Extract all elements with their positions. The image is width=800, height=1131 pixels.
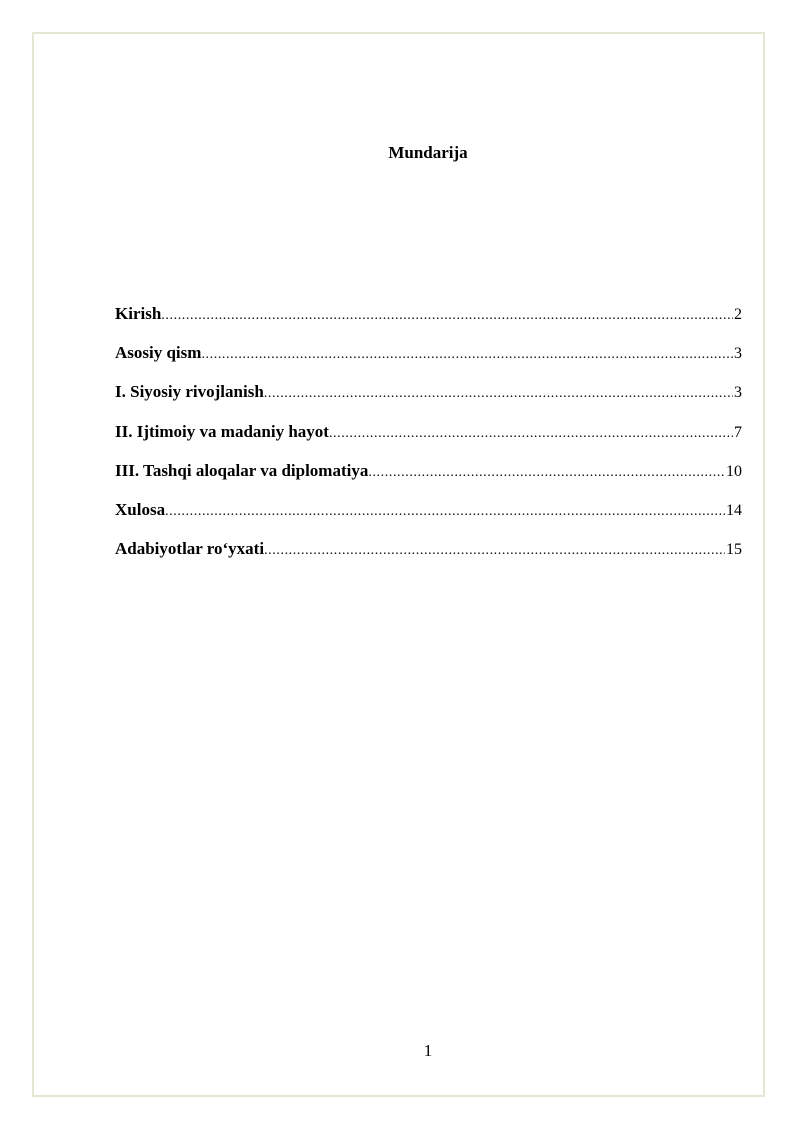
toc-entry-label: Xulosa xyxy=(115,499,166,519)
toc-entry-asosiy-qism[interactable] xyxy=(115,343,742,382)
toc-dot-leader xyxy=(165,504,725,520)
toc-dot-leader xyxy=(201,347,733,363)
document-title: Mundarija xyxy=(388,143,468,162)
toc-entry-kirish[interactable] xyxy=(115,304,742,343)
toc-dot-leader xyxy=(264,386,733,402)
toc-entry-ijtimoiy-madaniy-hayot[interactable] xyxy=(115,422,742,461)
toc-entry-xulosa[interactable] xyxy=(115,500,742,539)
toc-entry-page: 3 xyxy=(734,345,742,363)
toc-entry-page: 2 xyxy=(734,306,742,323)
toc-entry-page: 15 xyxy=(726,541,742,559)
toc-entry-siyosiy-rivojlanish[interactable] xyxy=(115,382,742,421)
toc-entry-label: Asosiy qism xyxy=(115,343,202,363)
toc-dot-leader xyxy=(329,426,733,442)
toc-entry-adabiyotlar[interactable] xyxy=(115,539,742,578)
toc-dot-leader xyxy=(368,465,725,481)
toc-entry-page: 3 xyxy=(734,384,742,402)
toc-entry-page: 7 xyxy=(734,423,742,441)
toc-dot-leader xyxy=(161,308,733,324)
table-of-contents xyxy=(115,304,742,578)
toc-entry-page: 14 xyxy=(726,501,742,519)
toc-entry-label: III. Tashqi aloqalar va diplomatiya xyxy=(115,460,369,480)
toc-entry-label: Kirish xyxy=(115,304,162,323)
toc-entry-label: II. Ijtimoiy va madaniy hayot xyxy=(115,421,329,441)
toc-entry-label: Adabiyotlar ro‘yxati xyxy=(115,539,265,559)
toc-dot-leader xyxy=(264,543,725,559)
toc-entry-label: I. Siyosiy rivojlanish xyxy=(115,382,264,402)
toc-entry-page: 10 xyxy=(726,462,742,480)
page-number: 1 xyxy=(423,1041,433,1060)
toc-entry-tashqi-aloqalar[interactable] xyxy=(115,461,742,500)
